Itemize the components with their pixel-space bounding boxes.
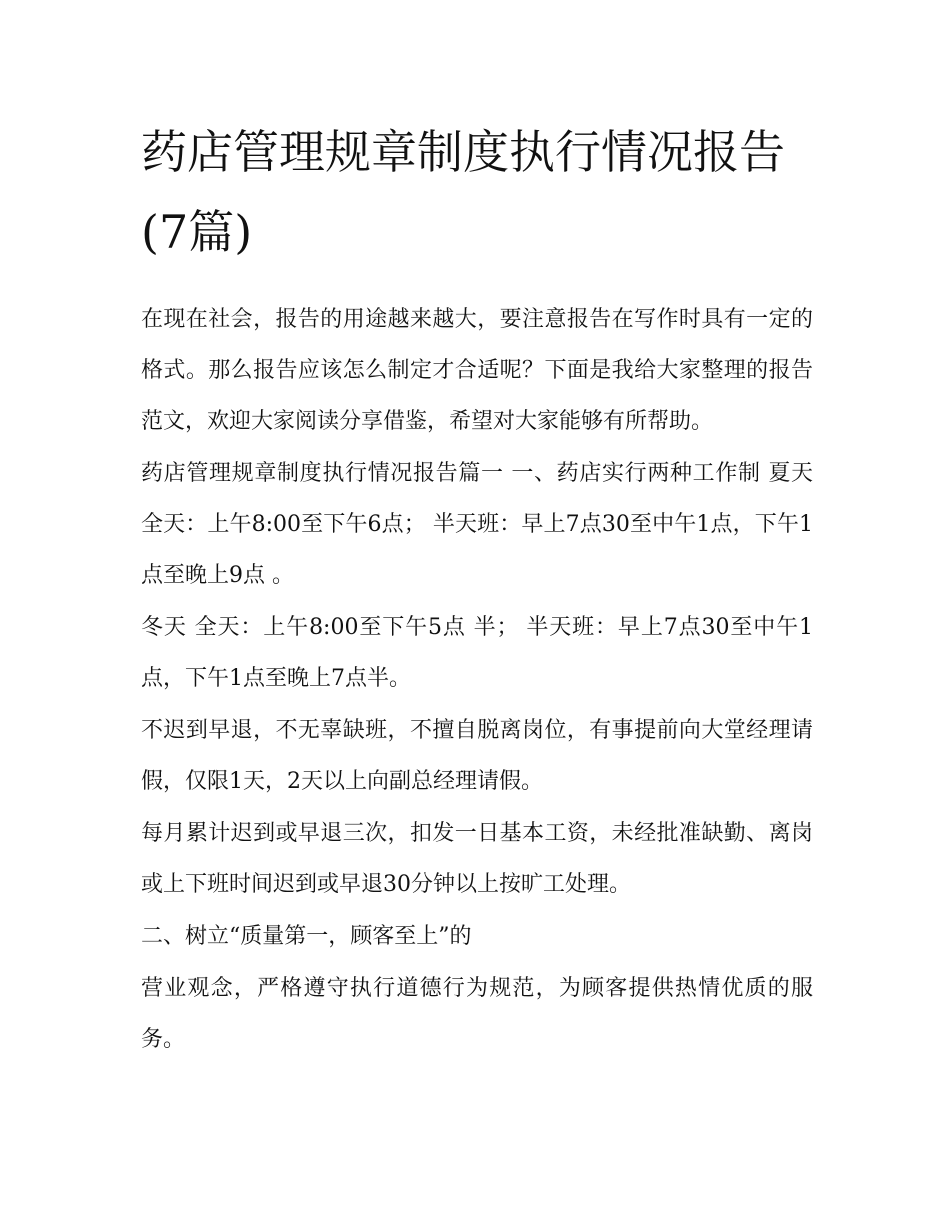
paragraph-attendance-rules: 不迟到早退，不无辜缺班，不擅自脱离岗位，有事提前向大堂经理请假，仅限1天，2天以上向副总经理请假。 xyxy=(141,718,813,794)
paragraph-service-concept: 营业观念，严格遵守执行道德行为规范，为顾客提供热情优质的服务。 xyxy=(141,976,813,1052)
paragraph-work-schedule-summer: 药店管理规章制度执行情况报告篇一 一、药店实行两种工作制 夏天 全天：上午8:00至下午6点； 半天班：早上7点30至中午1点，下午1点至晚上9点 。 xyxy=(141,461,813,588)
paragraph-intro: 在现在社会，报告的用途越来越大，要注意报告在写作时具有一定的格式。那么报告应该怎么制定才合适呢？下面是我给大家整理的报告范文，欢迎大家阅读分享借鉴，希望对大家能够有所帮助。 xyxy=(141,307,813,434)
document-title: 药店管理规章制度执行情况报告(7篇) xyxy=(141,125,785,259)
document-page xyxy=(141,112,813,1066)
paragraph-work-schedule-winter: 冬天 全天：上午8:00至下午5点 半； 半天班：早上7点30至中午1点，下午1点至晚上7点半。 xyxy=(141,615,813,691)
paragraph-absence-penalty: 每月累计迟到或早退三次，扣发一日基本工资，未经批准缺勤、离岗或上下班时间迟到或早退30分钟以上按旷工处理。 xyxy=(141,821,813,897)
paragraph-quality-heading: 二、树立“质量第一，顾客至上”的 xyxy=(141,924,472,949)
